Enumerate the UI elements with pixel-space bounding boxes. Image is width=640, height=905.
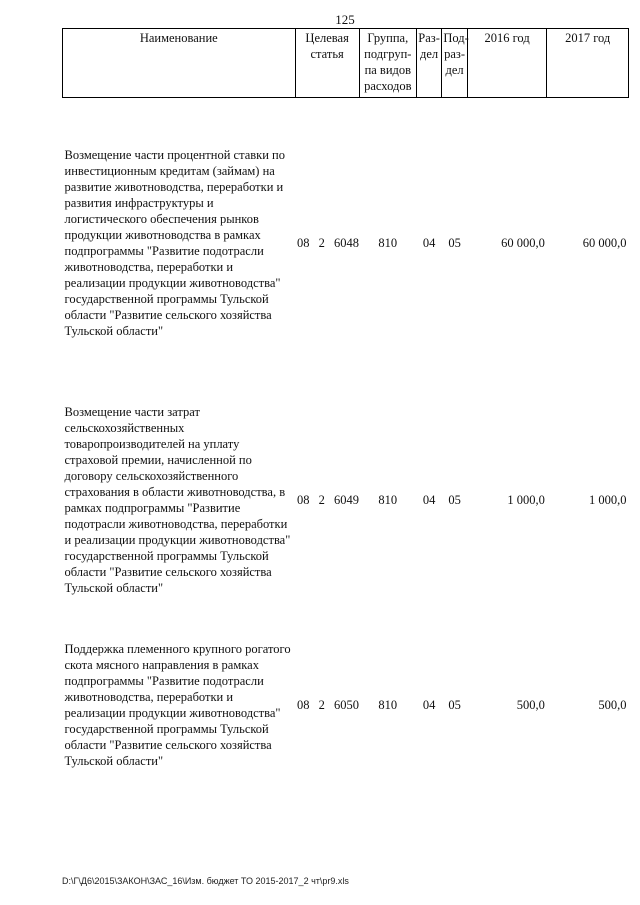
file-path-footer: D:\Г\Д6\2015\ЗАКОН\ЗАС_16\Изм. бюджет ТО 2015-2017_2 чт\pr9.xls <box>62 876 349 886</box>
row-section: 04 <box>422 698 436 712</box>
row-2016-value: 500,0 <box>516 698 545 712</box>
row-2017-value: 500,0 <box>598 698 627 712</box>
row-2016-value: 60 000,0 <box>501 236 545 250</box>
table-row <box>63 612 629 798</box>
row-2017-value: 60 000,0 <box>582 236 627 250</box>
row-section: 04 <box>422 493 436 507</box>
header-2016: 2016 год <box>467 29 547 98</box>
row-expense-group: 810 <box>378 236 398 250</box>
table-row <box>63 388 629 612</box>
header-2017: 2017 год <box>547 29 629 98</box>
row-expense-group: 810 <box>378 698 398 712</box>
header-name: Наименование <box>63 29 296 98</box>
row-name: Возмещение части процентной ставки по инвестиционным кредитам (займам) на развитие животноводства, переработки и развития инфраструктуры и логистического обеспечения рынков продукции животноводства в рамках подпрограммы "Развитие подотрасли животноводства, переработки и реализации продукции животноводства" государственной программы Тульской области "Развитие сельского хозяйства Тульской области" <box>64 148 285 338</box>
row-subsection: 05 <box>448 698 461 712</box>
header-subsection: Под- раз- дел <box>442 29 467 98</box>
header-target-article: Целевая статья <box>295 29 359 98</box>
row-name: Возмещение части затрат сельскохозяйственных товаропроизводителей на уплату страховой премии, начисленной по договору сельскохозяйственного страхования в области животноводства, в рамках подпрограммы "Развитие подотрасли животноводства, переработки и реализации продукции животноводства" государственной программы Тульской области "Развитие сельского хозяйства Тульской области" <box>64 405 291 595</box>
budget-table <box>62 28 629 798</box>
row-expense-group: 810 <box>378 493 398 507</box>
row-section: 04 <box>422 236 436 250</box>
row-target-article: 08 2 6050 <box>297 698 360 712</box>
header-expense-group: Группа, подгруп- па видов расходов <box>359 29 416 98</box>
header-section: Раз- дел <box>416 29 441 98</box>
page-number: 125 <box>335 12 355 27</box>
row-target-article: 08 2 6049 <box>297 493 360 507</box>
row-target-article: 08 2 6048 <box>297 236 360 250</box>
row-subsection: 05 <box>448 493 461 507</box>
table-row <box>63 98 629 389</box>
row-subsection: 05 <box>448 236 461 250</box>
row-2016-value: 1 000,0 <box>507 493 545 507</box>
row-2017-value: 1 000,0 <box>589 493 627 507</box>
table-header-row <box>63 29 629 98</box>
row-name: Поддержка племенного крупного рогатого скота мясного направления в рамках подпрограммы "Развитие подотрасли животноводства, переработки и реализации продукции животноводства" государственной программы Тульской области "Развитие сельского хозяйства Тульской области" <box>64 642 291 768</box>
